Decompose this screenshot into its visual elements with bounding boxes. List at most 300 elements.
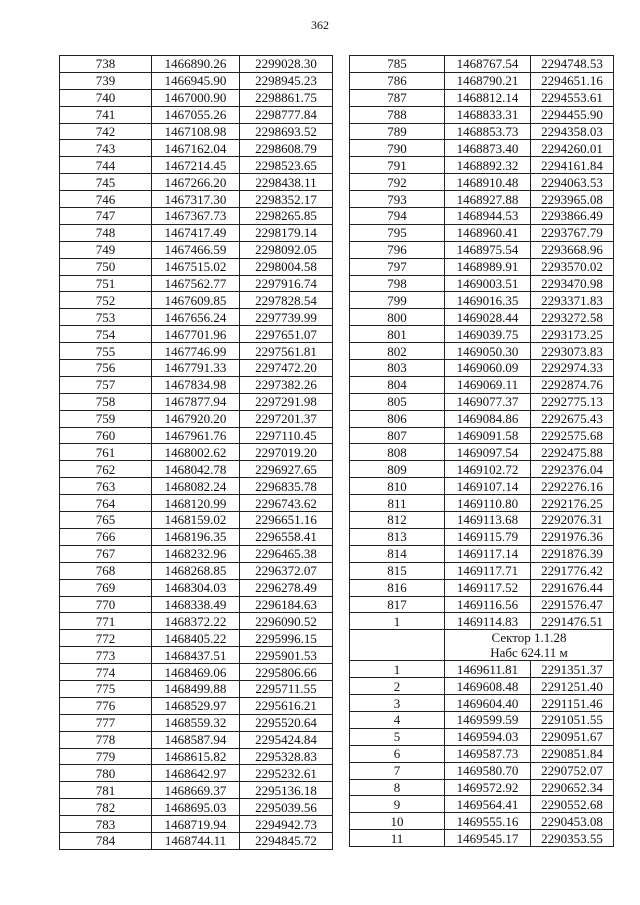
table-row (350, 528, 614, 545)
x-coordinate-cell: 1469117.52 (445, 579, 531, 596)
x-coordinate-cell: 1468559.32 (152, 714, 240, 731)
x-coordinate-cell: 1469102.72 (445, 461, 531, 478)
coordinates-table-left (59, 55, 333, 850)
y-coordinate-cell: 2291976.36 (531, 528, 614, 545)
table-row (60, 545, 333, 562)
y-coordinate-cell: 2292076.31 (531, 512, 614, 529)
x-coordinate-cell: 1468499.88 (152, 680, 240, 697)
x-coordinate-cell: 1467417.49 (152, 224, 240, 241)
x-coordinate-cell: 1467746.99 (152, 343, 240, 360)
y-coordinate-cell: 2295328.83 (240, 748, 333, 765)
x-coordinate-cell: 1469113.68 (445, 512, 531, 529)
point-number-cell: 808 (350, 444, 445, 461)
x-coordinate-cell: 1469611.81 (445, 661, 531, 678)
table-row (350, 275, 614, 292)
x-coordinate-cell: 1469599.59 (445, 711, 531, 728)
y-coordinate-cell: 2291876.39 (531, 545, 614, 562)
y-coordinate-cell: 2291051.55 (531, 711, 614, 728)
point-number-cell: 1 (350, 613, 445, 630)
table-row (60, 647, 333, 664)
point-number-cell: 756 (60, 360, 152, 377)
y-coordinate-cell: 2296558.41 (240, 528, 333, 545)
point-number-cell: 777 (60, 714, 152, 731)
table-row (60, 782, 333, 799)
table-row (60, 292, 333, 309)
y-coordinate-cell: 2298092.05 (240, 241, 333, 258)
y-coordinate-cell: 2298945.23 (240, 72, 333, 89)
x-coordinate-cell: 1469608.48 (445, 678, 531, 695)
y-coordinate-cell: 2290353.55 (531, 830, 614, 847)
x-coordinate-cell: 1468719.94 (152, 816, 240, 833)
x-coordinate-cell: 1468927.88 (445, 191, 531, 208)
point-number-cell: 793 (350, 191, 445, 208)
x-coordinate-cell: 1467961.76 (152, 427, 240, 444)
x-coordinate-cell: 1467920.20 (152, 410, 240, 427)
x-coordinate-cell: 1467834.98 (152, 376, 240, 393)
point-number-cell: 809 (350, 461, 445, 478)
table-row (350, 695, 614, 712)
x-coordinate-cell: 1467162.04 (152, 140, 240, 157)
table-row (60, 427, 333, 444)
point-number-cell: 763 (60, 478, 152, 495)
y-coordinate-cell: 2297651.07 (240, 326, 333, 343)
table-row (350, 89, 614, 106)
table-row (60, 816, 333, 833)
table-row (350, 106, 614, 123)
table-row (350, 478, 614, 495)
point-number-cell: 764 (60, 495, 152, 512)
point-number-cell: 745 (60, 174, 152, 191)
y-coordinate-cell: 2293767.79 (531, 224, 614, 241)
point-number-cell: 792 (350, 174, 445, 191)
point-number-cell: 801 (350, 326, 445, 343)
point-number-cell: 785 (350, 56, 445, 73)
y-coordinate-cell: 2294063.53 (531, 174, 614, 191)
point-number-cell: 754 (60, 326, 152, 343)
point-number-cell: 798 (350, 275, 445, 292)
x-coordinate-cell: 1467055.26 (152, 106, 240, 123)
point-number-cell: 770 (60, 596, 152, 613)
x-coordinate-cell: 1468082.24 (152, 478, 240, 495)
point-number-cell: 773 (60, 647, 152, 664)
point-number-cell: 752 (60, 292, 152, 309)
point-number-cell: 1 (350, 661, 445, 678)
y-coordinate-cell: 2292276.16 (531, 478, 614, 495)
table-row (350, 376, 614, 393)
point-number-cell: 813 (350, 528, 445, 545)
point-number-cell: 738 (60, 56, 152, 73)
table-row (60, 512, 333, 529)
table-row (60, 664, 333, 681)
y-coordinate-cell: 2298352.17 (240, 191, 333, 208)
point-number-cell: 6 (350, 745, 445, 762)
table-row (60, 714, 333, 731)
x-coordinate-cell: 1469039.75 (445, 326, 531, 343)
point-number-cell: 795 (350, 224, 445, 241)
point-number-cell: 758 (60, 393, 152, 410)
point-number-cell: 743 (60, 140, 152, 157)
table-row (60, 106, 333, 123)
table-row (350, 360, 614, 377)
point-number-cell: 783 (60, 816, 152, 833)
table-row (60, 208, 333, 225)
table-row (60, 410, 333, 427)
y-coordinate-cell: 2293272.58 (531, 309, 614, 326)
x-coordinate-cell: 1468910.48 (445, 174, 531, 191)
point-number-cell: 788 (350, 106, 445, 123)
x-coordinate-cell: 1469114.83 (445, 613, 531, 630)
y-coordinate-cell: 2295520.64 (240, 714, 333, 731)
y-coordinate-cell: 2296278.49 (240, 579, 333, 596)
point-number-cell: 790 (350, 140, 445, 157)
table-row (60, 765, 333, 782)
x-coordinate-cell: 1469077.37 (445, 393, 531, 410)
table-row (350, 123, 614, 140)
x-coordinate-cell: 1469587.73 (445, 745, 531, 762)
table-row (350, 444, 614, 461)
point-number-cell: 750 (60, 258, 152, 275)
x-coordinate-cell: 1467214.45 (152, 157, 240, 174)
table-row (350, 208, 614, 225)
coordinates-table-right (349, 55, 614, 847)
x-coordinate-cell: 1468960.41 (445, 224, 531, 241)
x-coordinate-cell: 1468232.96 (152, 545, 240, 562)
x-coordinate-cell: 1469016.35 (445, 292, 531, 309)
table-row (350, 72, 614, 89)
y-coordinate-cell: 2295616.21 (240, 697, 333, 714)
point-number-cell: 744 (60, 157, 152, 174)
point-number-cell: 751 (60, 275, 152, 292)
point-number-cell: 778 (60, 731, 152, 748)
point-number-cell: 10 (350, 813, 445, 830)
point-number-cell: 5 (350, 728, 445, 745)
point-number-cell: 740 (60, 89, 152, 106)
y-coordinate-cell: 2291676.44 (531, 579, 614, 596)
table-row (350, 224, 614, 241)
table-row (60, 495, 333, 512)
x-coordinate-cell: 1469097.54 (445, 444, 531, 461)
x-coordinate-cell: 1468372.22 (152, 613, 240, 630)
y-coordinate-cell: 2297110.45 (240, 427, 333, 444)
table-row (350, 140, 614, 157)
point-number-cell: 765 (60, 512, 152, 529)
sector-height: Набс 624.11 м (490, 645, 568, 661)
x-coordinate-cell: 1468853.73 (445, 123, 531, 140)
table-row (60, 326, 333, 343)
table-row (350, 711, 614, 728)
point-number-cell: 812 (350, 512, 445, 529)
x-coordinate-cell: 1468744.11 (152, 832, 240, 849)
y-coordinate-cell: 2290951.67 (531, 728, 614, 745)
point-number-cell: 799 (350, 292, 445, 309)
table-row (350, 343, 614, 360)
y-coordinate-cell: 2292475.88 (531, 444, 614, 461)
table-row (350, 813, 614, 830)
y-coordinate-cell: 2292675.43 (531, 410, 614, 427)
x-coordinate-cell: 1468812.14 (445, 89, 531, 106)
y-coordinate-cell: 2296465.38 (240, 545, 333, 562)
y-coordinate-cell: 2293866.49 (531, 208, 614, 225)
y-coordinate-cell: 2296743.62 (240, 495, 333, 512)
y-coordinate-cell: 2294260.01 (531, 140, 614, 157)
y-coordinate-cell: 2294161.84 (531, 157, 614, 174)
point-number-cell: 739 (60, 72, 152, 89)
y-coordinate-cell: 2297201.37 (240, 410, 333, 427)
point-number-cell: 814 (350, 545, 445, 562)
point-number-cell: 761 (60, 444, 152, 461)
x-coordinate-cell: 1469555.16 (445, 813, 531, 830)
y-coordinate-cell: 2295424.84 (240, 731, 333, 748)
y-coordinate-cell: 2295232.61 (240, 765, 333, 782)
x-coordinate-cell: 1467877.94 (152, 393, 240, 410)
y-coordinate-cell: 2295039.56 (240, 799, 333, 816)
point-number-cell: 784 (60, 832, 152, 849)
x-coordinate-cell: 1468338.49 (152, 596, 240, 613)
y-coordinate-cell: 2292974.33 (531, 360, 614, 377)
table-row (60, 157, 333, 174)
table-row (350, 796, 614, 813)
x-coordinate-cell: 1468989.91 (445, 258, 531, 275)
table-row (350, 157, 614, 174)
y-coordinate-cell: 2298179.14 (240, 224, 333, 241)
table-row (350, 393, 614, 410)
y-coordinate-cell: 2297019.20 (240, 444, 333, 461)
point-number-cell: 797 (350, 258, 445, 275)
table-row (350, 174, 614, 191)
table-row (60, 343, 333, 360)
table-row (350, 579, 614, 596)
point-number-cell: 772 (60, 630, 152, 647)
x-coordinate-cell: 1467000.90 (152, 89, 240, 106)
point-number-cell: 766 (60, 528, 152, 545)
y-coordinate-cell: 2298693.52 (240, 123, 333, 140)
x-coordinate-cell: 1468790.21 (445, 72, 531, 89)
point-number-cell: 807 (350, 427, 445, 444)
table-row (60, 697, 333, 714)
x-coordinate-cell: 1469580.70 (445, 762, 531, 779)
y-coordinate-cell: 2294455.90 (531, 106, 614, 123)
point-number-cell: 787 (350, 89, 445, 106)
y-coordinate-cell: 2298265.85 (240, 208, 333, 225)
y-coordinate-cell: 2294358.03 (531, 123, 614, 140)
x-coordinate-cell: 1468695.03 (152, 799, 240, 816)
x-coordinate-cell: 1467791.33 (152, 360, 240, 377)
y-coordinate-cell: 2298608.79 (240, 140, 333, 157)
y-coordinate-cell: 2298861.75 (240, 89, 333, 106)
table-row (350, 613, 614, 630)
table-row (350, 427, 614, 444)
point-number-cell: 782 (60, 799, 152, 816)
point-number-cell: 7 (350, 762, 445, 779)
x-coordinate-cell: 1469545.17 (445, 830, 531, 847)
y-coordinate-cell: 2294845.72 (240, 832, 333, 849)
page-number: 362 (311, 18, 329, 32)
table-row (350, 241, 614, 258)
point-number-cell: 9 (350, 796, 445, 813)
x-coordinate-cell: 1468529.97 (152, 697, 240, 714)
point-number-cell: 741 (60, 106, 152, 123)
table-row (60, 191, 333, 208)
y-coordinate-cell: 2294651.16 (531, 72, 614, 89)
x-coordinate-cell: 1467656.24 (152, 309, 240, 326)
x-coordinate-cell: 1467701.96 (152, 326, 240, 343)
table-row (60, 275, 333, 292)
point-number-cell: 746 (60, 191, 152, 208)
x-coordinate-cell: 1469604.40 (445, 695, 531, 712)
table-row (60, 360, 333, 377)
x-coordinate-cell: 1468159.02 (152, 512, 240, 529)
point-number-cell: 749 (60, 241, 152, 258)
point-number-cell: 775 (60, 680, 152, 697)
x-coordinate-cell: 1468268.85 (152, 562, 240, 579)
x-coordinate-cell: 1468120.99 (152, 495, 240, 512)
point-number-cell: 755 (60, 343, 152, 360)
point-number-cell: 805 (350, 393, 445, 410)
table-row (60, 562, 333, 579)
point-number-cell: 817 (350, 596, 445, 613)
y-coordinate-cell: 2290552.68 (531, 796, 614, 813)
table-row (60, 748, 333, 765)
y-coordinate-cell: 2296651.16 (240, 512, 333, 529)
y-coordinate-cell: 2293668.96 (531, 241, 614, 258)
x-coordinate-cell: 1467562.77 (152, 275, 240, 292)
y-coordinate-cell: 2293073.83 (531, 343, 614, 360)
y-coordinate-cell: 2292575.68 (531, 427, 614, 444)
y-coordinate-cell: 2293570.02 (531, 258, 614, 275)
table-row (60, 224, 333, 241)
x-coordinate-cell: 1469028.44 (445, 309, 531, 326)
y-coordinate-cell: 2291476.51 (531, 613, 614, 630)
y-coordinate-cell: 2290453.08 (531, 813, 614, 830)
table-row (60, 630, 333, 647)
point-number-cell: 789 (350, 123, 445, 140)
table-row (60, 72, 333, 89)
table-row (350, 830, 614, 847)
table-row (60, 461, 333, 478)
x-coordinate-cell: 1467108.98 (152, 123, 240, 140)
x-coordinate-cell: 1469060.09 (445, 360, 531, 377)
table-row (60, 376, 333, 393)
point-number-cell: 810 (350, 478, 445, 495)
x-coordinate-cell: 1468002.62 (152, 444, 240, 461)
y-coordinate-cell: 2294942.73 (240, 816, 333, 833)
y-coordinate-cell: 2296372.07 (240, 562, 333, 579)
y-coordinate-cell: 2292176.25 (531, 495, 614, 512)
table-row (350, 495, 614, 512)
sector-header-cell (445, 630, 614, 661)
y-coordinate-cell: 2297472.20 (240, 360, 333, 377)
point-number-cell: 774 (60, 664, 152, 681)
x-coordinate-cell: 1469110.80 (445, 495, 531, 512)
x-coordinate-cell: 1466890.26 (152, 56, 240, 73)
table-row (60, 731, 333, 748)
y-coordinate-cell: 2295901.53 (240, 647, 333, 664)
x-coordinate-cell: 1468873.40 (445, 140, 531, 157)
table-row (350, 258, 614, 275)
point-number-cell: 780 (60, 765, 152, 782)
point-number-cell: 748 (60, 224, 152, 241)
table-row (60, 596, 333, 613)
point-number-cell: 800 (350, 309, 445, 326)
x-coordinate-cell: 1469107.14 (445, 478, 531, 495)
y-coordinate-cell: 2295711.55 (240, 680, 333, 697)
table-row (350, 562, 614, 579)
y-coordinate-cell: 2290752.07 (531, 762, 614, 779)
x-coordinate-cell: 1469050.30 (445, 343, 531, 360)
x-coordinate-cell: 1468405.22 (152, 630, 240, 647)
x-coordinate-cell: 1467266.20 (152, 174, 240, 191)
point-number-cell: 771 (60, 613, 152, 630)
table-row (60, 478, 333, 495)
sector-title: Сектор 1.1.28 (491, 630, 567, 646)
point-number-cell: 806 (350, 410, 445, 427)
y-coordinate-cell: 2293470.98 (531, 275, 614, 292)
y-coordinate-cell: 2291251.40 (531, 678, 614, 695)
y-coordinate-cell: 2291351.37 (531, 661, 614, 678)
x-coordinate-cell: 1469003.51 (445, 275, 531, 292)
table-row (60, 309, 333, 326)
x-coordinate-cell: 1468975.54 (445, 241, 531, 258)
y-coordinate-cell: 2297561.81 (240, 343, 333, 360)
x-coordinate-cell: 1469069.11 (445, 376, 531, 393)
point-number-cell: 760 (60, 427, 152, 444)
table-row (60, 832, 333, 849)
x-coordinate-cell: 1469117.14 (445, 545, 531, 562)
x-coordinate-cell: 1468615.82 (152, 748, 240, 765)
table-row (350, 545, 614, 562)
x-coordinate-cell: 1468767.54 (445, 56, 531, 73)
table-row (350, 596, 614, 613)
y-coordinate-cell: 2296090.52 (240, 613, 333, 630)
table-row (350, 728, 614, 745)
x-coordinate-cell: 1466945.90 (152, 72, 240, 89)
table-row (350, 678, 614, 695)
y-coordinate-cell: 2295996.15 (240, 630, 333, 647)
point-number-cell: 794 (350, 208, 445, 225)
y-coordinate-cell: 2292775.13 (531, 393, 614, 410)
table-row (60, 174, 333, 191)
y-coordinate-cell: 2295806.66 (240, 664, 333, 681)
sector-empty-cell (350, 630, 445, 661)
table-row (350, 762, 614, 779)
table-row (350, 661, 614, 678)
table-row (60, 613, 333, 630)
x-coordinate-cell: 1469115.79 (445, 528, 531, 545)
table-row (60, 444, 333, 461)
point-number-cell: 769 (60, 579, 152, 596)
y-coordinate-cell: 2298777.84 (240, 106, 333, 123)
y-coordinate-cell: 2297291.98 (240, 393, 333, 410)
y-coordinate-cell: 2299028.30 (240, 56, 333, 73)
table-row (60, 123, 333, 140)
point-number-cell: 786 (350, 72, 445, 89)
y-coordinate-cell: 2291576.47 (531, 596, 614, 613)
x-coordinate-cell: 1469594.03 (445, 728, 531, 745)
x-coordinate-cell: 1469116.56 (445, 596, 531, 613)
x-coordinate-cell: 1469117.71 (445, 562, 531, 579)
x-coordinate-cell: 1468304.03 (152, 579, 240, 596)
point-number-cell: 815 (350, 562, 445, 579)
y-coordinate-cell: 2298438.11 (240, 174, 333, 191)
y-coordinate-cell: 2293371.83 (531, 292, 614, 309)
y-coordinate-cell: 2292874.76 (531, 376, 614, 393)
table-row (60, 258, 333, 275)
table-row (60, 680, 333, 697)
table-row (350, 191, 614, 208)
point-number-cell: 759 (60, 410, 152, 427)
y-coordinate-cell: 2291151.46 (531, 695, 614, 712)
point-number-cell: 779 (60, 748, 152, 765)
